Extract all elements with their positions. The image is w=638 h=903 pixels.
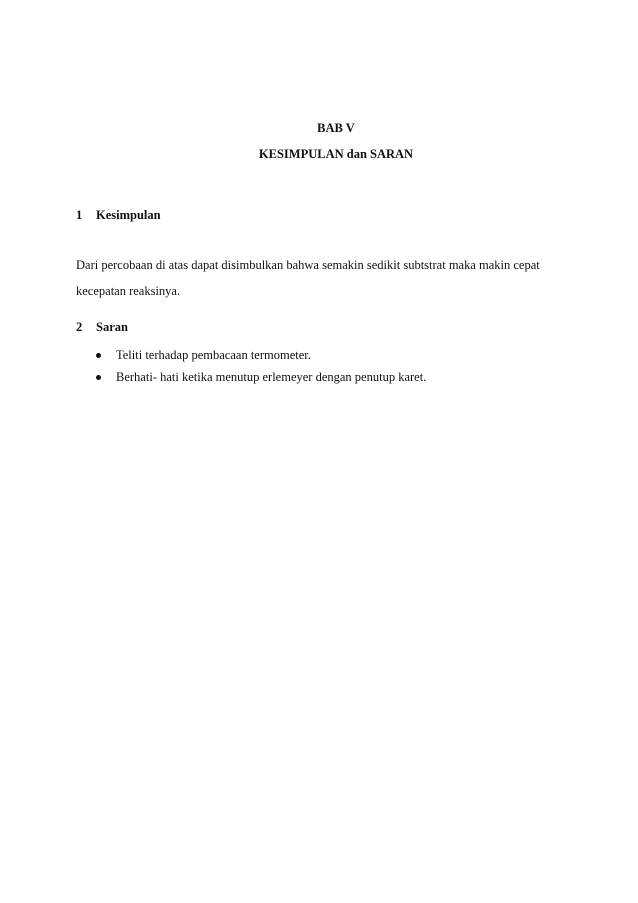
section-title: Kesimpulan: [96, 208, 161, 222]
paragraph-line: Dari percobaan di atas dapat disimbulkan bahwa semakin sedikit subtstrat maka makin cepat: [76, 258, 540, 272]
chapter-title: KESIMPULAN dan SARAN: [258, 147, 414, 161]
list-item: [96, 366, 426, 388]
section-heading-kesimpulan: [76, 208, 161, 223]
paragraph-line: kecepatan reaksinya.: [76, 284, 181, 298]
suggestion-list: [96, 344, 426, 388]
section-number: 1: [76, 208, 83, 222]
list-item: [96, 344, 426, 366]
section-number: 2: [76, 320, 83, 334]
list-item-text: Berhati- hati ketika menutup erlemeyer dengan penutup karet.: [116, 369, 427, 384]
bullet-icon: [96, 375, 101, 380]
list-item-text: Teliti terhadap pembacaan termometer.: [116, 347, 311, 362]
bullet-icon: [96, 353, 101, 358]
section-heading-saran: [76, 320, 128, 335]
section-title: Saran: [96, 320, 128, 334]
conclusion-paragraph: [76, 252, 566, 304]
chapter-label: BAB V: [317, 121, 355, 135]
